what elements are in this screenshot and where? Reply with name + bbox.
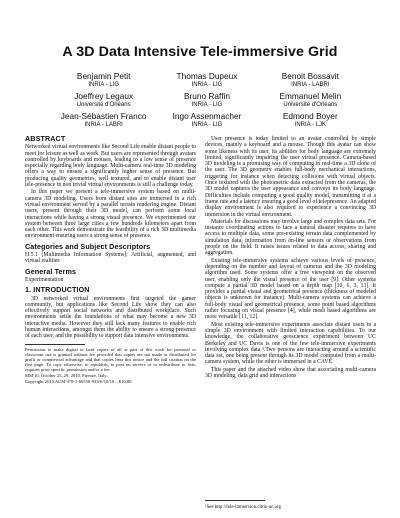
author-affiliation: Université d'Orléans xyxy=(283,101,338,108)
author-name: Jean-Sébastien Franco xyxy=(60,111,147,122)
author-block xyxy=(52,72,362,130)
body-paragraph: Existing tele-immersive systems achieve various levels of presence, depending on the number and layout of cameras and the 3D modeling algorithm used. Some systems offer a free viewpoint on the observed user, enabling only the visual presence of the user [9]. Other systems compute a partial 3D model based on a depth map [10, 6, 3, 13]. It provides a partial visual and geometrical presence (thickness of modeled objects is unknown for instance). Multi-camera systems can achieve a full-body visual and geometrical presence, some point based algorithms rather focusing on visual presence [4], while mesh based algorithms are more versatile [11, 12]. xyxy=(205,257,376,321)
footnote: ¹See http://tele-immersion.citris-uc.org xyxy=(205,505,281,510)
author-name: Joeffrey Legaux xyxy=(74,91,134,102)
author xyxy=(155,92,258,109)
author-name: Edmond Boyer xyxy=(282,111,338,122)
permission-notice: Permission to make digital or hard copies of all or part of this work for personal or classroom use is granted without fee provided that copies are not made or distributed for profit or commercial advantage and that copies bear this notice and the full citation on the first page. To copy otherwise, to republish, to post on servers or to redistribute to lists, requires prior specific permission and/or a fee. xyxy=(25,346,196,372)
venue-line: MM'10, October 25–29, 2010, Firenze, Italy. xyxy=(25,373,108,379)
introduction-paragraph: 3D networked virtual environments first targeted the gamer community, but applications like Second Life show they can also effectively support social networks and distributed workplace. Such environments settle the foundations of what may become a new 3D interactive media. However they still lack many features to enable rich human interactions, amongst them the ability to ensure a strong presence of each user, and the possibility to support data intensive environments. xyxy=(25,295,196,340)
introduction-heading: 1. INTRODUCTION xyxy=(25,285,90,295)
general-terms-text: Experimentation xyxy=(25,276,64,283)
author-affiliation: Université d'Orléans xyxy=(76,101,131,108)
author-affiliation: INRIA - LIG xyxy=(191,81,223,88)
copyright-line: Copyright 2010 ACM 978-1-60558-933-6/10/10 ...$10.00. xyxy=(25,379,133,385)
author-affiliation: INRIA - LIG xyxy=(88,81,119,88)
author-name: Emmanuel Melin xyxy=(279,91,342,102)
permission-divider xyxy=(25,344,85,345)
general-terms-heading: General Terms xyxy=(25,266,77,276)
author xyxy=(259,92,362,109)
categories-heading: Categories and Subject Descriptors xyxy=(25,241,151,251)
author xyxy=(259,112,362,129)
author-name: Benjamin Petit xyxy=(76,71,131,81)
author xyxy=(52,72,155,89)
abstract-paragraph: In this paper we present a tele-immersive system based on multi-camera 3D modeling. Users from distant sites are immersed in a rich virtual environment served by a parallel terrain rendering engine. Distant users, present through their 3D model, can perform some local interactions while having a strong visual presence. We experimented our system between three large cities a few hundreds kilometers apart from each other. This work demonstrate the feasibility of a rich 3D multimedia environment ensuring users a strong sense of presence. xyxy=(25,189,196,240)
author-affiliation: INRIA - LIG xyxy=(191,101,223,108)
right-column xyxy=(205,136,376,380)
author xyxy=(155,112,258,129)
footnote-divider xyxy=(205,500,265,501)
author-affiliation: INRIA - LJK xyxy=(294,121,326,128)
body-paragraph: Most existing tele-immersive experiments associate distant users in a simple 3D environment with limited interaction capabilities. To our knowledge, the collaborative geoscience experiment between UC Berkeley and UC Davis is one of the few tele-immersive experiments involving complex data ¹.Two persons are interacting around a scientific data set, one being present through its 3D model computed from a multi-camera system, while the other is immersed in a CAVE. xyxy=(205,321,376,366)
body-paragraph: This paper and the attached video show that associating multi-camera 3D modeling, data grid and interactions xyxy=(205,366,376,379)
abstract-heading: ABSTRACT xyxy=(25,134,66,143)
paper-title: A 3D Data Intensive Tele-immersive Grid xyxy=(62,44,338,60)
left-column xyxy=(25,136,196,385)
author xyxy=(52,112,155,129)
author-affiliation: INRIA - LIG xyxy=(191,121,223,128)
author-affiliation: INRIA - LABRI xyxy=(291,81,330,88)
categories-text: H.5.1 [Multimedia Information Systems]: Artificial, augmented, and virtual realities xyxy=(25,252,196,265)
author xyxy=(52,92,155,109)
author-affiliation: INRIA - LABRI xyxy=(84,121,123,128)
abstract-paragraph: Networked virtual environments like Second Life enable distant people to meet for leisure as well as work. But users are represented through avatars controlled by keyboards and mouses, leading to a low sense of presence especially regarding body language. Multi-camera real-time 3D modeling offers a way to ensure a significantly higher sense of presence. But producing quality geometries, well textured, and to enable distant user tele-presence in non trivial virtual environments is still a challenge today. xyxy=(25,144,197,189)
body-paragraph: Materials for discussions may involve large and complex data sets. For instance coordinating actions to face a natural disaster requires to have access to multiple data, some pre-existing terrain data complemented by simulation data, information from on-line sensors or observations from people on the field. It raises issues related to data access, sharing and aggregation. xyxy=(205,218,376,257)
author-name: Thomas Dupeux xyxy=(176,71,238,81)
author-name: Ingo Assenmacher xyxy=(172,111,242,122)
author xyxy=(155,72,258,89)
author-name: Bruno Raffin xyxy=(184,91,230,102)
author xyxy=(259,72,362,89)
body-paragraph: User presence is today limited to an avatar controlled by simple devices, mainly a keyboard and a mouse. Though this avatar can show some likeness with its user, its abilities for body language are extremely limited, significantly impairing the user virtual presence. Camera-based 3D modeling is a promising way of computing in real-time a 3D clone of the user. The 3D geometry enables full-body mechanical interactions, triggering for instance when detecting collisions with virtual objects. Once textured with the photometric data extracted from the cameras, the 3D model captures the user appearance and conveys its body language. Difficulties include computing a good quality model, transmitting it at a frame rate and a latency ensuring a good level of telepresence. An adapted display environment is also required to experience a convincing 3D immersion in the virtual environment. xyxy=(205,136,376,218)
author-name: Benoit Bossavit xyxy=(281,71,339,81)
